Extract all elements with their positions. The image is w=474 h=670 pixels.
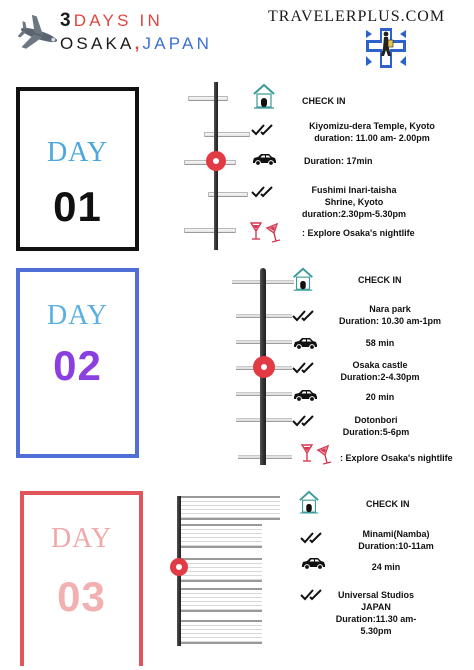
day-1-box <box>16 87 139 251</box>
day-3-label: DAY <box>50 523 113 554</box>
stop-name: Universal Studios <box>337 590 415 600</box>
check-icon <box>300 531 326 545</box>
nightlife-label: : Explore Osaka's nightlife <box>302 228 415 238</box>
location-marker <box>206 151 226 171</box>
day-3-box <box>20 491 143 666</box>
brand-logo-icon <box>362 26 410 70</box>
stop-duration: Duration:5-6pm <box>342 427 410 437</box>
stop-name: Dotonbori <box>354 415 398 425</box>
nightlife-label: : Explore Osaka's nightlife <box>340 453 453 463</box>
day-2-label: DAY <box>46 300 109 331</box>
travel-duration: 58 min <box>365 338 395 348</box>
timeline-bar <box>180 588 262 612</box>
location-marker <box>170 558 188 576</box>
day-1-number: 01 <box>53 183 102 230</box>
check-icon <box>292 414 318 428</box>
check-icon <box>292 309 318 323</box>
timeline-bar <box>180 620 262 644</box>
car-icon <box>292 388 318 402</box>
house-icon <box>252 82 276 110</box>
stop-duration: 5.30pm <box>360 626 392 636</box>
stop-duration: Duration:10-11am <box>358 541 434 551</box>
stop-name: JAPAN <box>361 602 391 612</box>
stop-duration: duration:2.30pm-5.30pm <box>301 209 407 219</box>
stop-name: Fushimi Inari-taisha <box>311 185 397 195</box>
page-title-line-2: OSAKA,JAPAN <box>60 34 213 53</box>
cocktail-icon <box>249 218 281 246</box>
check-icon <box>292 361 318 375</box>
brand-name: TRAVELERPLUS.COM <box>268 8 446 25</box>
location-marker <box>253 356 275 378</box>
day-2-number: 02 <box>53 342 102 389</box>
day-2-box <box>16 268 139 458</box>
day-1-label: DAY <box>46 137 109 168</box>
timeline-bar <box>180 558 262 582</box>
stop-name: Minami(Namba) <box>362 529 430 539</box>
car-icon <box>300 556 326 570</box>
check-icon <box>251 185 277 199</box>
checkin-label: CHECK IN <box>366 499 410 509</box>
stop-duration: Duration:2-4.30pm <box>340 372 420 382</box>
stop-duration: duration: 11.00 am- 2.00pm <box>314 133 430 143</box>
checkin-label: CHECK IN <box>302 96 346 106</box>
page-title-line-1: 3DAYS IN <box>60 10 163 31</box>
stop-name: Nara park <box>369 304 411 314</box>
stop-name: Osaka castle <box>352 360 408 370</box>
house-icon <box>298 489 320 515</box>
timeline-bar <box>180 524 262 548</box>
stop-duration: Duration: 10.30 am-1pm <box>338 316 442 326</box>
travel-duration: Duration: 17min <box>304 156 373 166</box>
checkin-label: CHECK IN <box>358 275 402 285</box>
timeline-bar <box>184 228 236 233</box>
timeline-bar <box>188 96 228 101</box>
car-icon <box>251 152 277 166</box>
cocktail-icon <box>300 440 332 468</box>
day-3-number: 03 <box>57 573 106 620</box>
stop-duration: Duration:11.30 am- <box>335 614 417 624</box>
check-icon <box>251 123 277 137</box>
stop-name: Kiyomizu-dera Temple, Kyoto <box>309 121 435 131</box>
stop-name: Shrine, Kyoto <box>324 197 384 207</box>
travel-duration: 20 min <box>365 392 395 402</box>
airplane-icon <box>18 12 60 58</box>
travel-duration: 24 min <box>371 562 401 572</box>
timeline-bar <box>180 496 280 520</box>
timeline-bar <box>204 132 250 137</box>
car-icon <box>292 336 318 350</box>
house-icon <box>291 266 315 292</box>
